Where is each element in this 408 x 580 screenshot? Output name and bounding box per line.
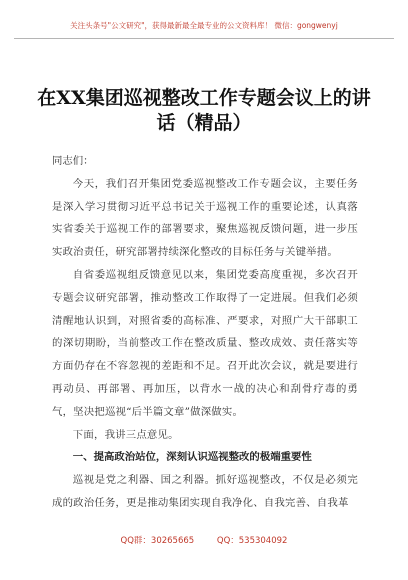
salutation: 同志们：	[52, 155, 94, 167]
document-body	[52, 150, 358, 515]
footer-qq: QQ：535304092	[216, 536, 288, 546]
paragraph-4: 巡视是党之利器、国之利器。抓好巡视整改，不仅是必须完成的政治任务，更是推动集团实现自我净化、自我完善、自我革	[52, 474, 358, 509]
footer-qq-group: QQ群：30265665	[120, 536, 195, 546]
section-heading-1: 一、提高政治站位，深刻认识巡视整改的极端重要性	[72, 451, 312, 464]
paragraph-1: 今天，我们召开集团党委巡视整改工作专题会议，主要任务是深入学习贯彻习近平总书记关于巡视工作的重要论述，认真落实省委关于巡视工作的部署要求，聚焦巡视反馈问题，进一步压实政治责任，研究部署持续深化整改的目标任务与关键举措。	[52, 177, 358, 259]
header-banner: 关注头条号"公文研究"，获得最新最全最专业的公文资料库！ 微信：gongwenyj	[70, 21, 338, 30]
document-title: 在XX集团巡视整改工作专题会议上的讲话（精品）	[37, 87, 371, 134]
footer-contact	[0, 534, 408, 546]
paragraph-3: 下面，我讲三点意见。	[72, 428, 179, 441]
paragraph-2: 自省委巡视组反馈意见以来，集团党委高度重视，多次召开专题会议研究部署，推动整改工作取得了一定进展。但我们必须清醒地认识到，对照省委的高标准、严要求，对照广大干部职工的深切期盼，当前整改工作在整改质量、整改成效、责任落实等方面仍存在不容忽视的差距和不足。召开此次会议，就是要进行再动员、再部署、再加压，以背水一战的决心和刮骨疗毒的勇气，坚决把巡视“后半篇文章”做深做实。	[52, 268, 358, 418]
header-divider	[14, 38, 394, 39]
